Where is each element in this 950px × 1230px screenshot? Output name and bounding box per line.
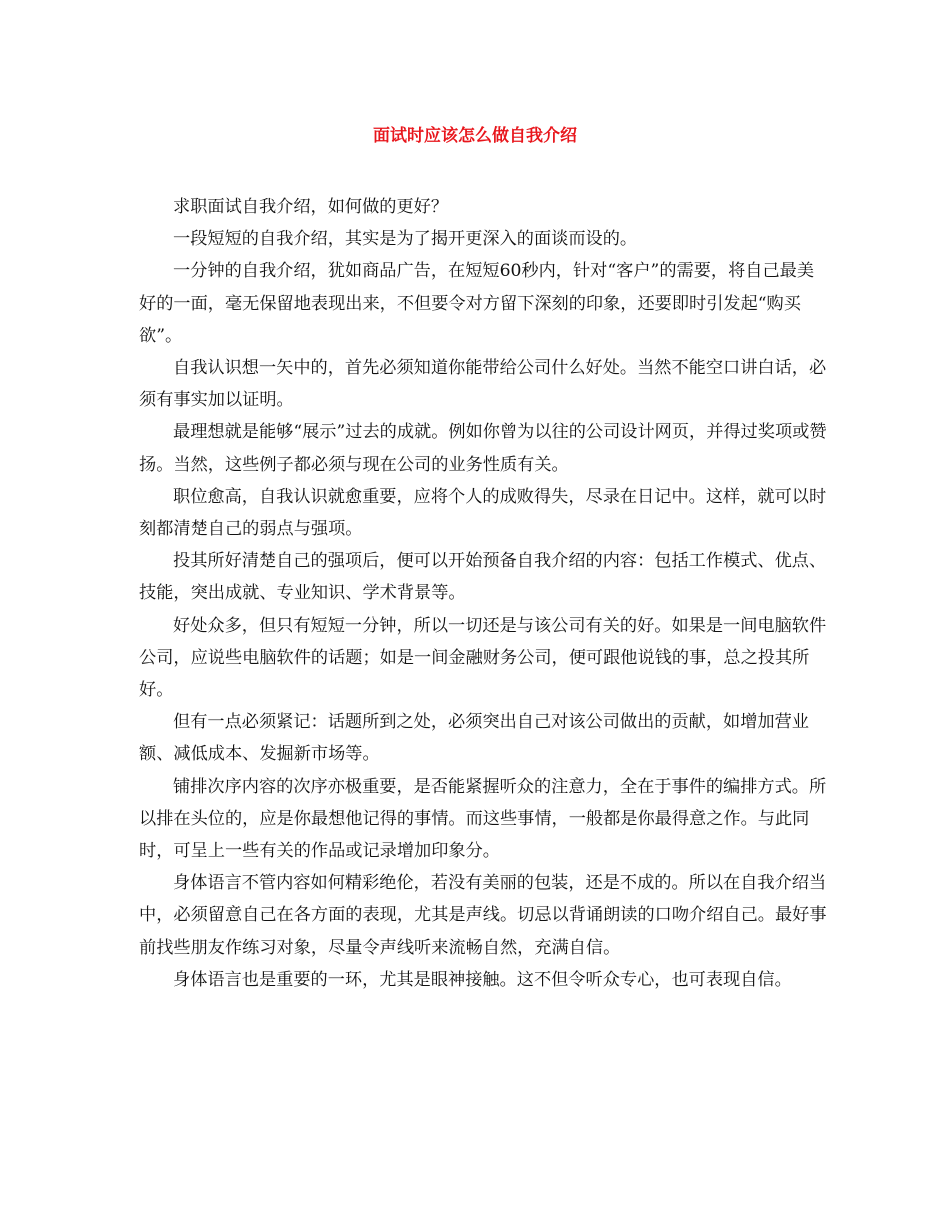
paragraph: 但有一点必须紧记：话题所到之处，必须突出自己对该公司做出的贡献，如增加营业额、减低成本、发掘新市场等。 bbox=[139, 712, 809, 765]
paragraph: 铺排次序内容的次序亦极重要，是否能紧握听众的注意力，全在于事件的编排方式。所以排在头位的，应是你最想他记得的事情。而这些事情，一般都是你最得意之作。与此同时，可呈上一些有关的作品或记录增加印象分。 bbox=[139, 776, 827, 862]
paragraph: 好处众多，但只有短短一分钟，所以一切还是与该公司有关的好。如果是一间电脑软件公司，应说些电脑软件的话题；如是一间金融财务公司，便可跟他说钱的事，总之投其所好。 bbox=[139, 615, 827, 701]
paragraph: 投其所好清楚自己的强项后，便可以开始预备自我介绍的内容：包括工作模式、优点、技能，突出成就、专业知识、学术背景等。 bbox=[139, 551, 827, 604]
paragraph: 身体语言也是重要的一环，尤其是眼神接触。这不但令听众专心，也可表现自信。 bbox=[173, 969, 792, 990]
paragraph: 求职面试自我介绍，如何做的更好？ bbox=[173, 197, 449, 217]
paragraph: 最理想就是能够“展示”过去的成就。例如你曾为以往的公司设计网页，并得过奖项或赞扬。当然，这些例子都必须与现在公司的业务性质有关。 bbox=[139, 422, 827, 475]
paragraph: 身体语言不管内容如何精彩绝伦，若没有美丽的包装，还是不成的。所以在自我介绍当中，必须留意自己在各方面的表现，尤其是声线。切忌以背诵朗读的口吻介绍自己。最好事前找些朋友作练习对象，尽量令声线听来流畅自然，充满自信。 bbox=[139, 873, 827, 958]
paragraph: 一分钟的自我介绍，犹如商品广告，在短短60秒内，针对“客户”的需要，将自己最美好的一面，毫无保留地表现出来，不但要令对方留下深刻的印象，还要即时引发起“购买欲”。 bbox=[139, 261, 815, 346]
paragraph: 自我认识想一矢中的，首先必须知道你能带给公司什么好处。当然不能空口讲白话，必须有事实加以证明。 bbox=[139, 358, 827, 411]
paragraph: 一段短短的自我介绍，其实是为了揭开更深入的面谈而设的。 bbox=[173, 229, 638, 250]
document-body bbox=[139, 191, 829, 996]
paragraph: 职位愈高，自我认识就愈重要，应将个人的成败得失，尽录在日记中。这样，就可以时刻都清楚自己的弱点与强项。 bbox=[139, 486, 827, 540]
page-title: 面试时应该怎么做自我介绍 bbox=[373, 126, 577, 146]
